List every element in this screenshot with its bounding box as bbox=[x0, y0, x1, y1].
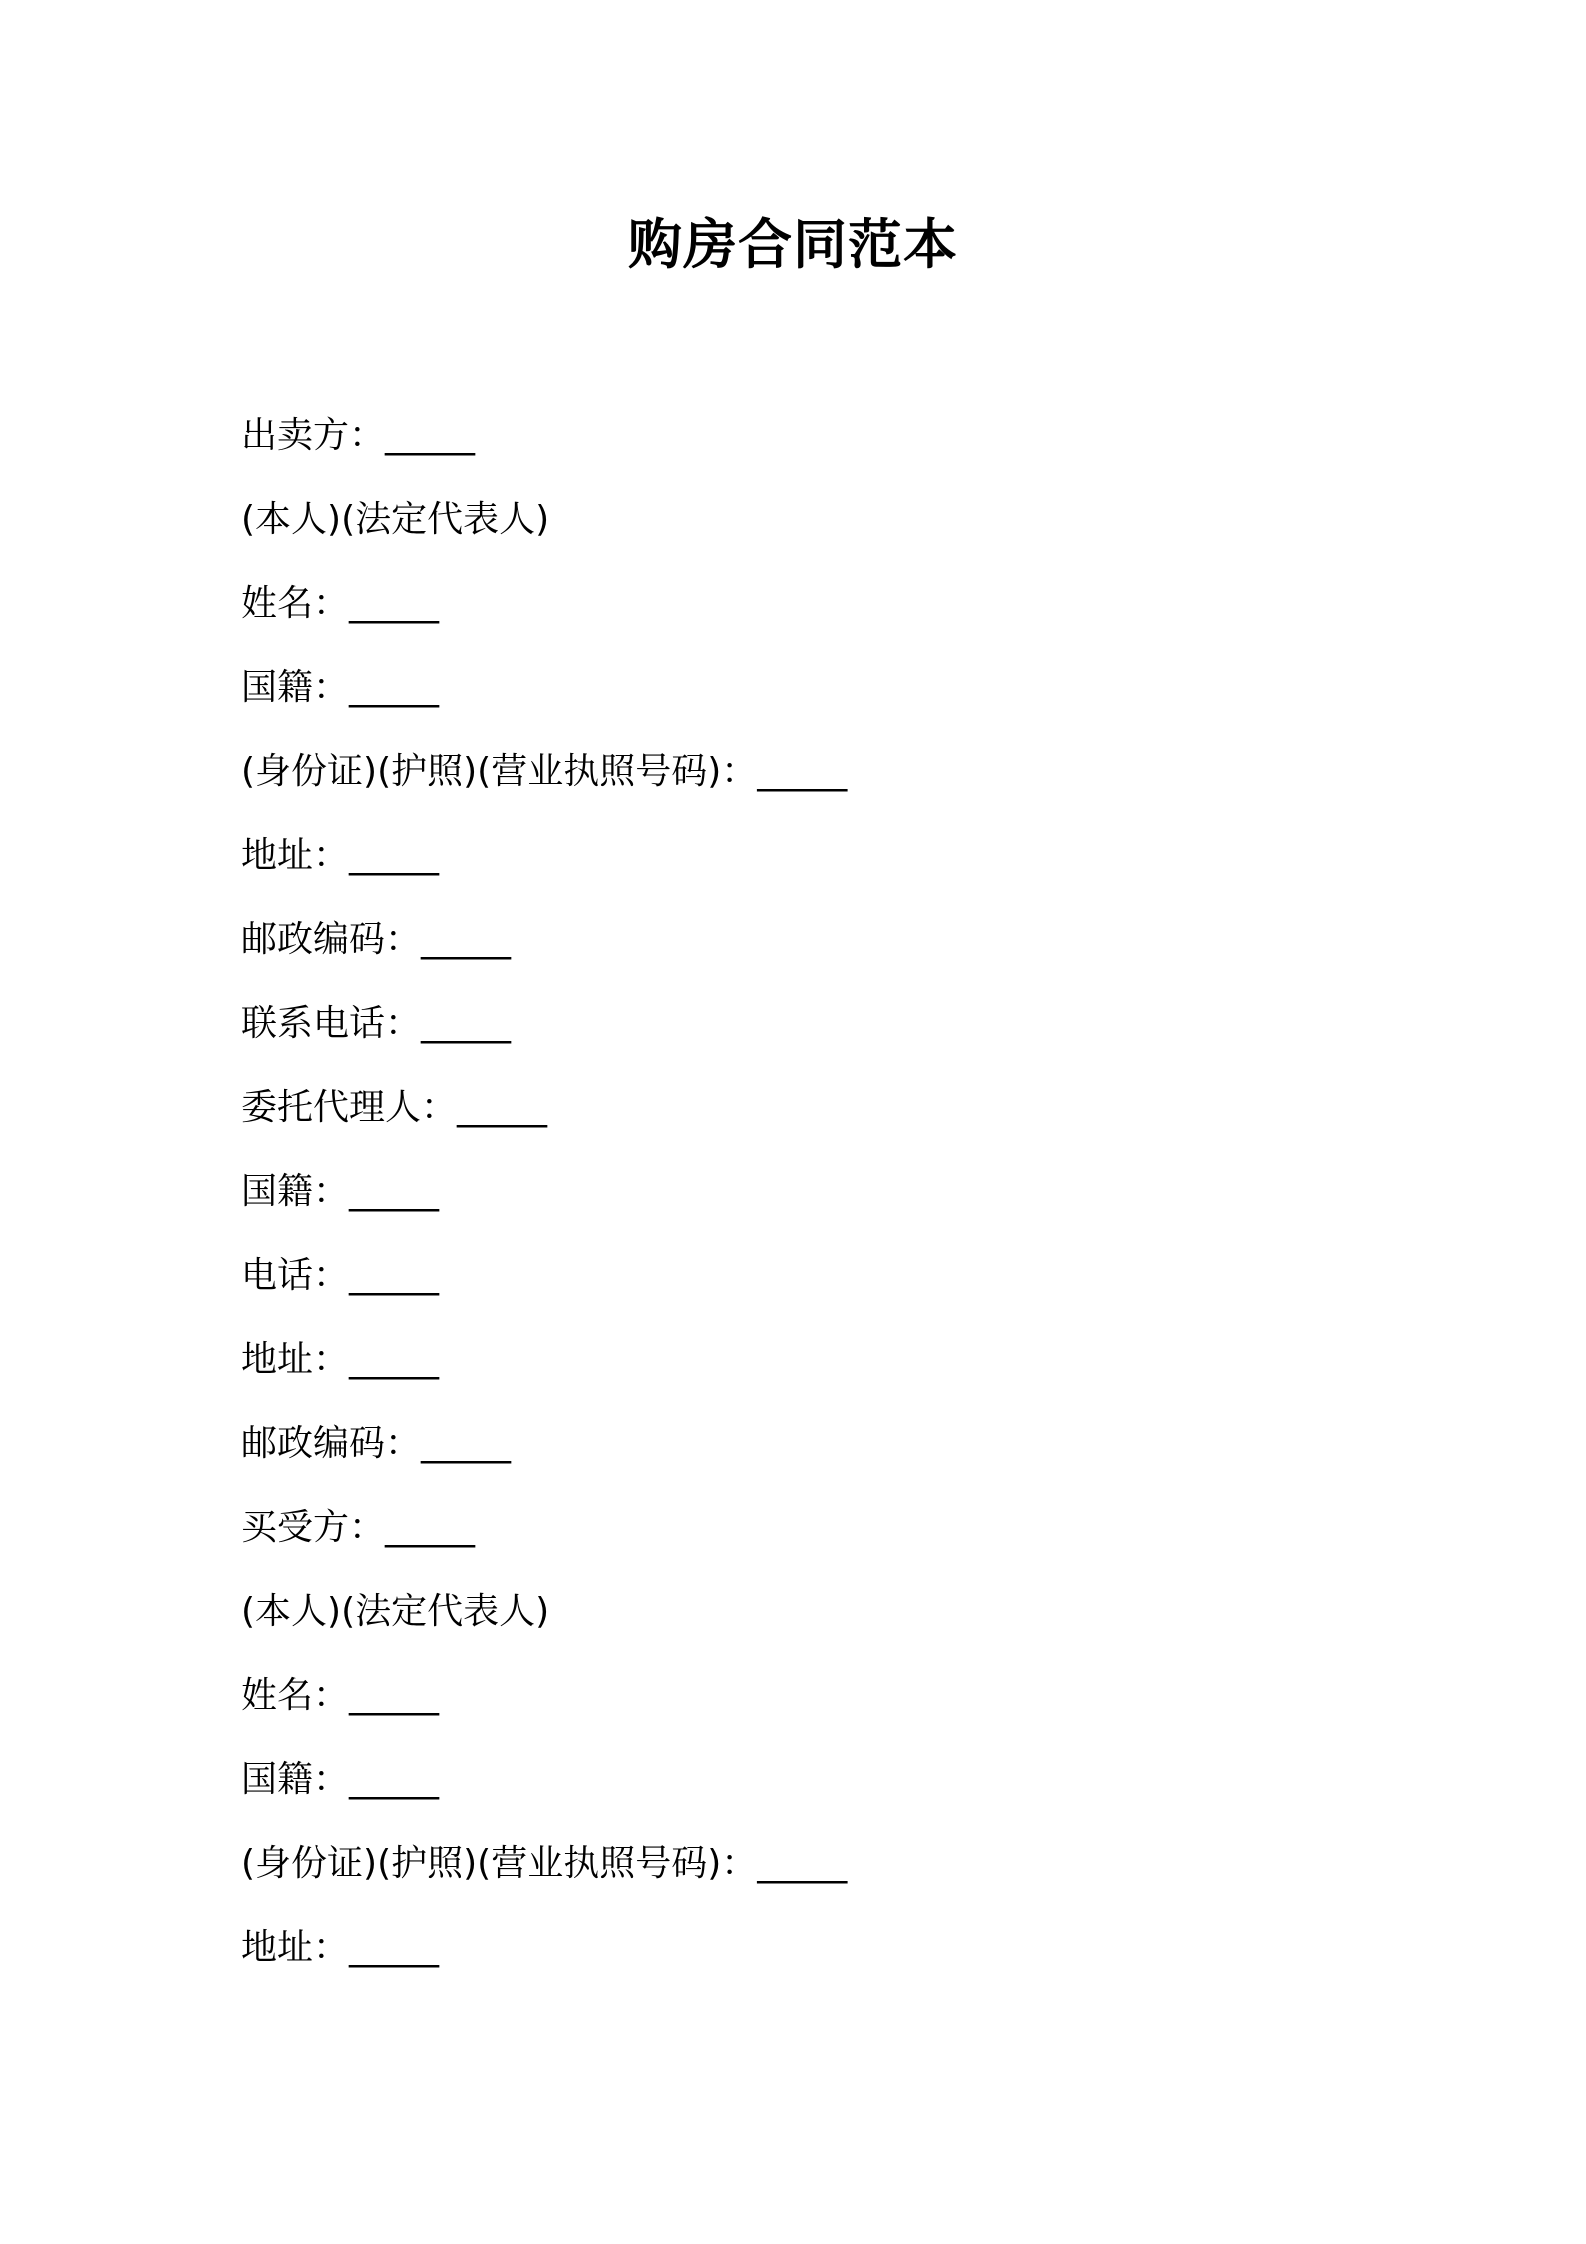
buyer-name-line: 姓名：_____ bbox=[241, 1675, 440, 1716]
buyer-identity-type-line: (本人)(法定代表人) bbox=[241, 1591, 550, 1632]
agent-address-line: 地址：_____ bbox=[241, 1339, 440, 1380]
seller-line: 出卖方：_____ bbox=[241, 415, 476, 456]
agent-phone-line: 电话：_____ bbox=[241, 1255, 440, 1296]
seller-identity-type-line: (本人)(法定代表人) bbox=[241, 499, 550, 540]
agent-line: 委托代理人：_____ bbox=[241, 1087, 548, 1128]
buyer-nationality-line: 国籍：_____ bbox=[241, 1759, 440, 1800]
buyer-line: 买受方：_____ bbox=[241, 1507, 476, 1548]
seller-name-line: 姓名：_____ bbox=[241, 583, 440, 624]
buyer-id-number-line: (身份证)(护照)(营业执照号码)：_____ bbox=[241, 1843, 848, 1884]
seller-address-line: 地址：_____ bbox=[241, 835, 440, 876]
buyer-address-line: 地址：_____ bbox=[241, 1927, 440, 1968]
agent-postcode-line: 邮政编码：_____ bbox=[241, 1423, 512, 1464]
seller-phone-line: 联系电话：_____ bbox=[241, 1003, 512, 1044]
agent-nationality-line: 国籍：_____ bbox=[241, 1171, 440, 1212]
seller-id-number-line: (身份证)(护照)(营业执照号码)：_____ bbox=[241, 751, 848, 792]
contract-fields bbox=[241, 406, 1441, 2002]
seller-postcode-line: 邮政编码：_____ bbox=[241, 919, 512, 960]
document-title: 购房合同范本 bbox=[628, 213, 958, 276]
seller-nationality-line: 国籍：_____ bbox=[241, 667, 440, 708]
